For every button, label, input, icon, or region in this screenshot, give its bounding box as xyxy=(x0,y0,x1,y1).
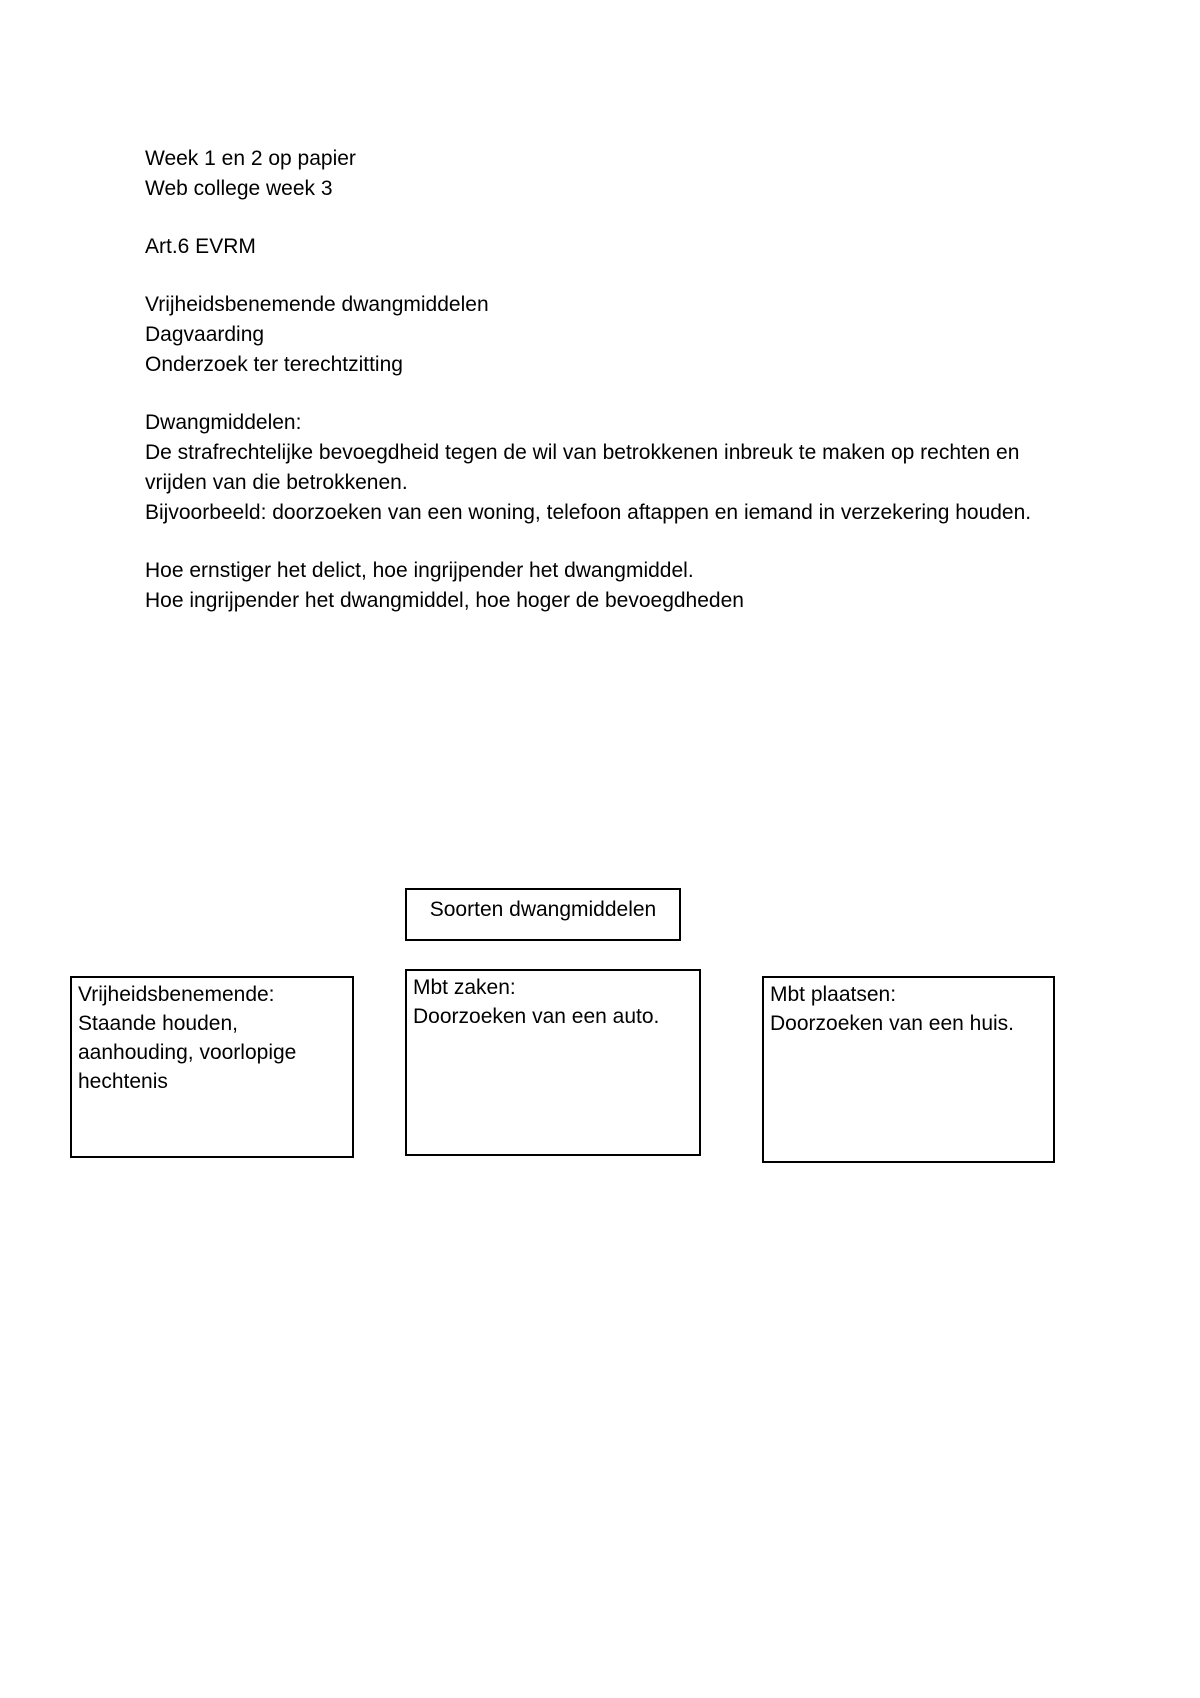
box-heading: Mbt plaatsen: xyxy=(770,983,897,1006)
diagram-box-vrijheidsbenemende xyxy=(70,976,354,1158)
notes-line-week12: Week 1 en 2 op papier xyxy=(145,147,356,170)
box-heading: Mbt zaken: xyxy=(413,976,516,999)
box-heading: Vrijheidsbenemende: xyxy=(78,983,275,1006)
diagram-title: Soorten dwangmiddelen xyxy=(429,898,657,921)
notes-definition: De strafrechtelijke bevoegdheid tegen de wil van betrokkenen inbreuk te maken op rechten en vrijden van die betrokkenen. xyxy=(145,441,1020,494)
notes-line-onderzoek: Onderzoek ter terechtzitting xyxy=(145,353,403,376)
diagram-title-box xyxy=(405,888,681,941)
notes-line-art6: Art.6 EVRM xyxy=(145,235,256,258)
box-body: Staande houden, aanhouding, voorlopige hechtenis xyxy=(78,1012,297,1093)
diagram-box-mbt-plaatsen xyxy=(762,976,1055,1163)
notes-line-vrijheidsbenemende: Vrijheidsbenemende dwangmiddelen xyxy=(145,293,489,316)
box-body: Doorzoeken van een auto. xyxy=(413,1005,660,1028)
notes-example: Bijvoorbeeld: doorzoeken van een woning, telefoon aftappen en iemand in verzekering houden. xyxy=(145,501,1032,524)
box-body: Doorzoeken van een huis. xyxy=(770,1012,1014,1035)
notes-rule-2: Hoe ingrijpender het dwangmiddel, hoe hoger de bevoegdheden xyxy=(145,589,744,612)
notes-line-dwangmiddelen-heading: Dwangmiddelen: xyxy=(145,411,302,434)
notes-line-dagvaarding: Dagvaarding xyxy=(145,323,265,346)
diagram-box-mbt-zaken xyxy=(405,969,701,1156)
notes-line-webcollege: Web college week 3 xyxy=(145,177,333,200)
notes-text xyxy=(145,144,1065,616)
notes-rule-1: Hoe ernstiger het delict, hoe ingrijpender het dwangmiddel. xyxy=(145,559,694,582)
